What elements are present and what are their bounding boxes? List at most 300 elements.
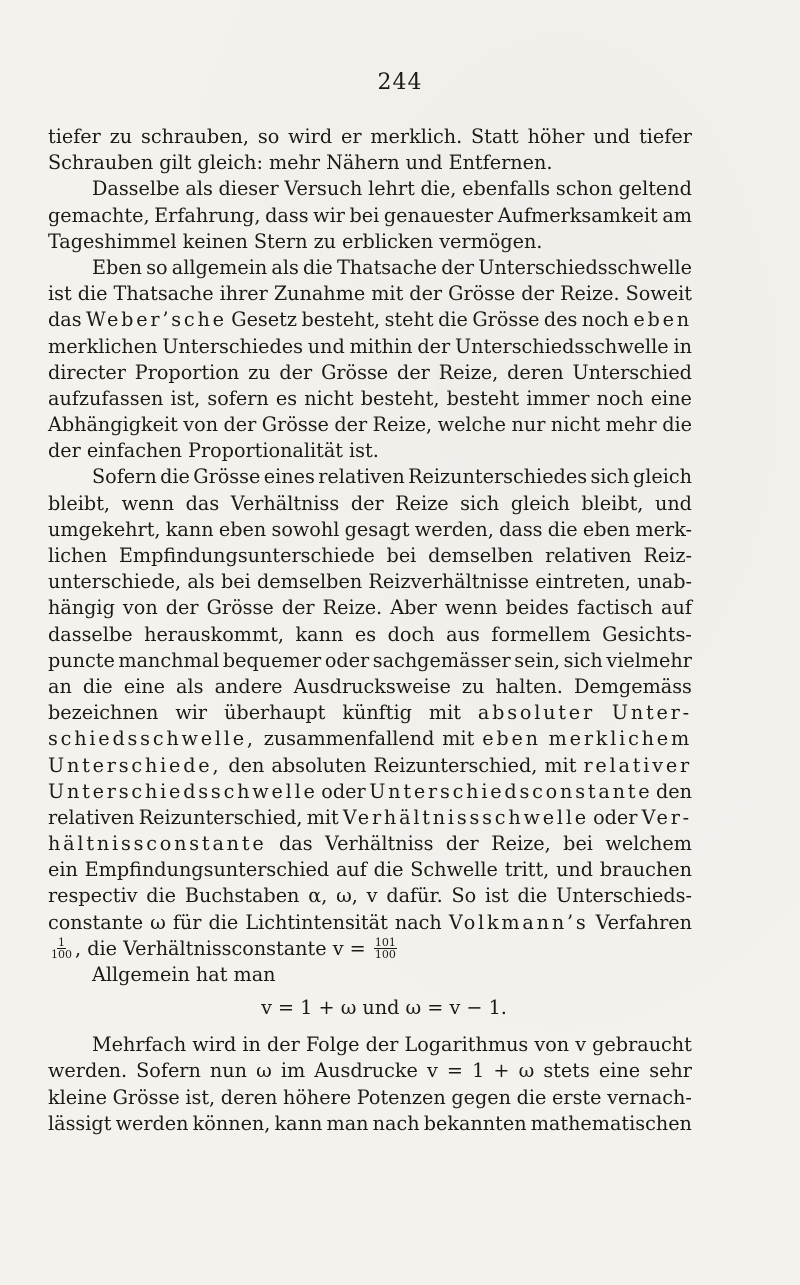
word: 1 [472, 1059, 485, 1083]
text-line [48, 491, 692, 517]
word: factisch [576, 596, 653, 620]
text-line [48, 464, 692, 490]
word: nun [209, 1059, 247, 1083]
word: umgekehrt, [48, 517, 161, 541]
word: allgemein [171, 255, 268, 279]
word: bekannten [423, 1111, 527, 1135]
formula: v = 1 + ω und ω = v − 1. [261, 996, 507, 1020]
text-line [48, 622, 692, 648]
word: Abhängigkeit [48, 413, 178, 437]
word: sich [460, 491, 500, 515]
word: bleibt, [48, 491, 111, 515]
word: aus [446, 622, 480, 646]
word: welchem [605, 832, 692, 856]
text-line [48, 1032, 692, 1058]
word: relativen [318, 465, 405, 489]
word: gebraucht [592, 1033, 692, 1057]
text-line [48, 176, 692, 202]
word: noch [596, 386, 644, 410]
word: genauester [383, 203, 494, 227]
word: der [281, 596, 315, 620]
word: oder [593, 805, 638, 829]
word: einfachen [86, 439, 183, 463]
word: tiefer [639, 125, 692, 148]
text-line [48, 831, 692, 857]
word: zu [109, 125, 133, 148]
word: der [279, 360, 313, 384]
word: nach [372, 1111, 420, 1135]
word: eines [263, 465, 315, 489]
word: der [266, 1033, 300, 1057]
text-line [48, 360, 692, 386]
word: manchmal [118, 648, 220, 672]
word: + [493, 1059, 510, 1083]
word: v [575, 1033, 587, 1057]
word: merklich. [370, 125, 463, 148]
word: Verhältniss [230, 491, 340, 515]
fraction-denominator: 100 [374, 948, 396, 962]
word: mit [442, 727, 475, 751]
word: immer [526, 386, 590, 410]
word: Logarithmus [404, 1033, 529, 1057]
word: Unterschieds- [556, 884, 692, 908]
word: absoluter [477, 701, 595, 725]
word: der [397, 360, 430, 384]
word: bleibt, [581, 491, 644, 515]
word: geltend [618, 177, 692, 201]
word: kann [274, 1111, 323, 1135]
word: Empfindungsunterschied [84, 858, 330, 882]
word: v [426, 1059, 438, 1083]
word: sofern [207, 386, 269, 410]
word: deren [507, 360, 564, 384]
word: Proportionalität [188, 439, 344, 463]
word: dieser [218, 177, 279, 201]
word: Volkmann’s [448, 910, 589, 934]
word: Grösse [472, 308, 540, 332]
word: schon [555, 177, 613, 201]
word: den [655, 779, 692, 803]
word: Grösse [261, 413, 329, 437]
word: zu [313, 229, 337, 253]
word: welche [437, 413, 507, 437]
word: Proportion [134, 360, 240, 384]
word: Unterschiedsconstante [369, 779, 653, 803]
word: ω [150, 910, 166, 934]
word: der [48, 439, 81, 463]
word: Unterschiedsschwelle [48, 779, 318, 803]
word: und [654, 491, 692, 515]
text-line [48, 517, 692, 543]
word: merk- [635, 517, 692, 541]
word: nicht [304, 386, 354, 410]
word: die [146, 884, 177, 908]
word: Reize. [560, 282, 620, 306]
word: merklichen [48, 334, 158, 358]
page-number: 244 [377, 70, 423, 95]
word: Lichtintensität [245, 910, 388, 934]
word: werden, [414, 517, 494, 541]
word: der [445, 832, 479, 856]
word: am [662, 203, 692, 227]
word: des [543, 308, 578, 332]
text-line [48, 700, 692, 726]
word: α, [308, 884, 328, 908]
word: so [146, 255, 168, 279]
word: ein [48, 858, 78, 882]
word: aufzufassen [48, 386, 164, 410]
word: sachgemässer [372, 648, 511, 672]
word: Verfahren [595, 910, 692, 934]
word: nicht [550, 413, 601, 437]
word: constante [48, 910, 144, 934]
word: gegen [451, 1085, 511, 1109]
word: dasselbe [48, 622, 133, 646]
word: Statt [471, 125, 519, 148]
word: höhere [282, 1085, 352, 1109]
word: wenn [121, 491, 175, 515]
word: hängig [48, 596, 115, 620]
word: mit [371, 282, 404, 306]
text-line [48, 779, 692, 805]
word: erste [552, 1085, 602, 1109]
word: bequemer [222, 648, 322, 672]
word: mithin [349, 334, 413, 358]
word: schrauben, [141, 125, 250, 148]
word: directer [48, 360, 126, 384]
text-line [48, 648, 692, 674]
text-line [48, 229, 692, 255]
word: beides [505, 596, 569, 620]
word: Mehrfach [92, 1033, 187, 1057]
word: künftig [342, 701, 412, 725]
word: bezeichnen [48, 701, 159, 725]
word: Soweit [625, 282, 692, 306]
word: ω [256, 1059, 272, 1083]
word: der [334, 413, 368, 437]
word: kleine [48, 1085, 107, 1109]
word: mit [544, 753, 577, 777]
word: die [547, 517, 578, 541]
word: Reize [395, 491, 449, 515]
word: deren [220, 1085, 278, 1109]
word: mathematischen [530, 1111, 692, 1135]
word: die [303, 255, 333, 279]
word: gilt [159, 151, 192, 175]
word: dass [265, 203, 309, 227]
word: und [307, 334, 345, 358]
word: relativen [48, 805, 135, 829]
word: das [185, 491, 220, 515]
word: Gesetz [231, 308, 297, 332]
word: für [172, 910, 202, 934]
word: der [223, 413, 257, 437]
word: Unterschiedsschwelle [454, 334, 669, 358]
word: Ver- [641, 805, 692, 829]
word: zu [461, 674, 485, 698]
word: Dasselbe [92, 177, 180, 201]
word: sich [590, 465, 630, 489]
word: Grösse [448, 282, 516, 306]
text-line [48, 307, 692, 333]
word: die [373, 858, 404, 882]
word: Versuch [284, 177, 363, 201]
word: kann [165, 517, 214, 541]
word: wir [313, 203, 345, 227]
word: Reize. [322, 596, 383, 620]
word: von [183, 413, 219, 437]
word: von [534, 1033, 570, 1057]
text-line [48, 1058, 692, 1084]
closing-paragraph [48, 1032, 692, 1137]
text-line [48, 124, 692, 150]
word: andere [214, 674, 283, 698]
fraction-one-hundredth [50, 937, 73, 960]
word: und [405, 151, 443, 175]
word: eben [482, 727, 541, 751]
text-line [48, 857, 692, 883]
word: mit [428, 701, 461, 725]
word: Schwelle [410, 858, 498, 882]
text-line [48, 334, 692, 360]
word: eine [650, 386, 692, 410]
word: mehr [268, 151, 321, 175]
word: bei [386, 544, 417, 567]
word: ist, [170, 386, 201, 410]
word: puncte [48, 648, 115, 672]
word: erblicken [342, 229, 434, 253]
word: nur [511, 413, 546, 437]
fraction-numerator: 101 [374, 936, 396, 950]
text-line [48, 543, 692, 569]
word: vernach- [607, 1085, 692, 1109]
word: Gesichts- [602, 622, 692, 646]
word: als [176, 674, 204, 698]
word: brauchen [599, 858, 692, 882]
word: ist [48, 282, 72, 306]
word: eben [582, 517, 631, 541]
word: als [185, 177, 213, 201]
word: der [417, 334, 451, 358]
word: Buchstaben [184, 884, 300, 908]
text-line [48, 883, 692, 909]
text-line [48, 595, 692, 621]
word: Unter- [611, 701, 692, 725]
word: ω, [336, 884, 358, 908]
text-line [48, 438, 692, 464]
word: die [77, 282, 108, 306]
word: Nähern [326, 151, 400, 175]
word: eben [633, 308, 692, 332]
word: bei [563, 832, 593, 856]
word: der [350, 491, 384, 515]
word: lehrt [368, 177, 415, 201]
word: bei [221, 570, 251, 594]
word: besteht, [301, 308, 381, 332]
word: kann [295, 622, 344, 646]
word: formellem [491, 622, 591, 646]
word: Sofern [136, 1059, 201, 1083]
word: So [451, 884, 477, 908]
word: Potenzen [356, 1085, 446, 1109]
word: den [228, 753, 265, 777]
word: Unterschiedes [162, 334, 303, 358]
word: Grösse [112, 1085, 180, 1109]
text-line [48, 569, 692, 595]
word: Verhältnissschwelle [342, 805, 589, 829]
word: Grösse [206, 596, 274, 620]
word: werden [115, 1111, 189, 1135]
word: eine [123, 674, 165, 698]
word: höher [527, 125, 585, 148]
word: der [165, 596, 199, 620]
allgemein-text: Allgemein hat man [92, 963, 276, 986]
word: = [446, 1059, 463, 1083]
fraction-line [48, 936, 692, 962]
word: werden. [48, 1059, 128, 1083]
word: vermögen. [439, 229, 543, 253]
word: Reizunterschied, [373, 753, 538, 777]
word: überhaupt [224, 701, 326, 725]
word: tiefer [48, 125, 101, 148]
word: eine [598, 1059, 641, 1083]
word: tritt, [504, 858, 550, 882]
word: als [271, 255, 299, 279]
word: doch [387, 622, 435, 646]
word: im [280, 1059, 306, 1083]
text-line [48, 203, 692, 229]
word: herauskommt, [144, 622, 284, 646]
body-text [48, 124, 692, 1137]
text-line [48, 753, 692, 779]
word: lässigt [48, 1111, 112, 1135]
word: auf [335, 858, 367, 882]
word: so [257, 125, 280, 148]
allgemein-line [48, 962, 692, 988]
word: vielmehr [606, 648, 692, 672]
word: wir [175, 701, 208, 725]
word: Zunahme [273, 282, 366, 306]
text-line [48, 386, 692, 412]
text-line [48, 726, 692, 752]
word: Reizunterschiedes [408, 465, 588, 489]
word: relativen [545, 544, 632, 567]
word: sich [563, 648, 603, 672]
word: Tageshimmel [48, 229, 177, 253]
word: die [438, 308, 468, 332]
word: zusammenfallend [263, 727, 435, 751]
word: wenn [444, 596, 498, 620]
word: gleich [510, 491, 570, 515]
word: steht [384, 308, 434, 332]
word: auf [661, 596, 692, 620]
word: sein, [514, 648, 561, 672]
word: hältnissconstante [48, 832, 267, 856]
word: absoluten [271, 753, 367, 777]
word: Aufmerksamkeit [497, 203, 658, 227]
word: die [208, 910, 239, 934]
word: an [48, 674, 72, 698]
word: Grösse [193, 465, 261, 489]
text-line [48, 1085, 692, 1111]
word: gleich: [197, 151, 263, 175]
word: ω [518, 1059, 535, 1083]
word: Thatsache [336, 255, 438, 279]
word: wird [288, 125, 333, 148]
word: Grösse [321, 360, 389, 384]
word: er [340, 125, 362, 148]
word: nach [394, 910, 442, 934]
word: unterschiede, [48, 570, 182, 594]
word: demselben [428, 544, 534, 567]
word: in [673, 334, 692, 358]
word: die [516, 1085, 547, 1109]
word: Unterschied [572, 360, 692, 384]
word: sehr [649, 1059, 692, 1083]
word: Stern [253, 229, 308, 253]
word: Erfahrung, [154, 203, 261, 227]
word: unab- [637, 570, 692, 594]
word: als [187, 570, 215, 594]
fraction-numerator: 1 [58, 936, 65, 950]
text-line [48, 1111, 692, 1137]
text-line [48, 674, 692, 700]
word: oder [324, 648, 370, 672]
word: es [275, 386, 298, 410]
word: merklichem [548, 727, 692, 751]
word: können, [192, 1111, 271, 1135]
word: Empfindungsunterschiede [118, 544, 375, 567]
word: Folge [305, 1033, 360, 1057]
word: und [593, 125, 631, 148]
text-line [48, 255, 692, 281]
word: in [242, 1033, 261, 1057]
word: Reizunterschied, [138, 805, 303, 829]
word: die [82, 674, 113, 698]
word: relativer [583, 753, 692, 777]
word: es [354, 622, 377, 646]
word: besteht [446, 386, 520, 410]
word: Schrauben [48, 151, 154, 175]
word: oder [321, 779, 366, 803]
word: und [556, 858, 594, 882]
word: dass [499, 517, 543, 541]
word: lichen [48, 544, 108, 567]
word: Reize, [372, 413, 433, 437]
word: wird [192, 1033, 237, 1057]
word: das [278, 832, 313, 856]
text-line [48, 412, 692, 438]
word: v [366, 884, 378, 908]
word: Unterschiedsschwelle [478, 255, 692, 279]
paragraph-lines [48, 124, 692, 936]
word: sowohl [271, 517, 340, 541]
word: der [441, 255, 475, 279]
word: schiedsschwelle, [48, 727, 256, 751]
word: eben [218, 517, 267, 541]
word: von [122, 596, 158, 620]
word: Sofern [92, 465, 157, 489]
text-line [48, 910, 692, 936]
word: Reize, [438, 360, 499, 384]
word: der [409, 282, 443, 306]
word: die [517, 884, 548, 908]
word: Reize, [491, 832, 551, 856]
word: Reizverhältnisse [368, 570, 530, 594]
word: ebenfalls [462, 177, 551, 201]
word: man [326, 1111, 369, 1135]
fraction-ratio [374, 937, 397, 960]
